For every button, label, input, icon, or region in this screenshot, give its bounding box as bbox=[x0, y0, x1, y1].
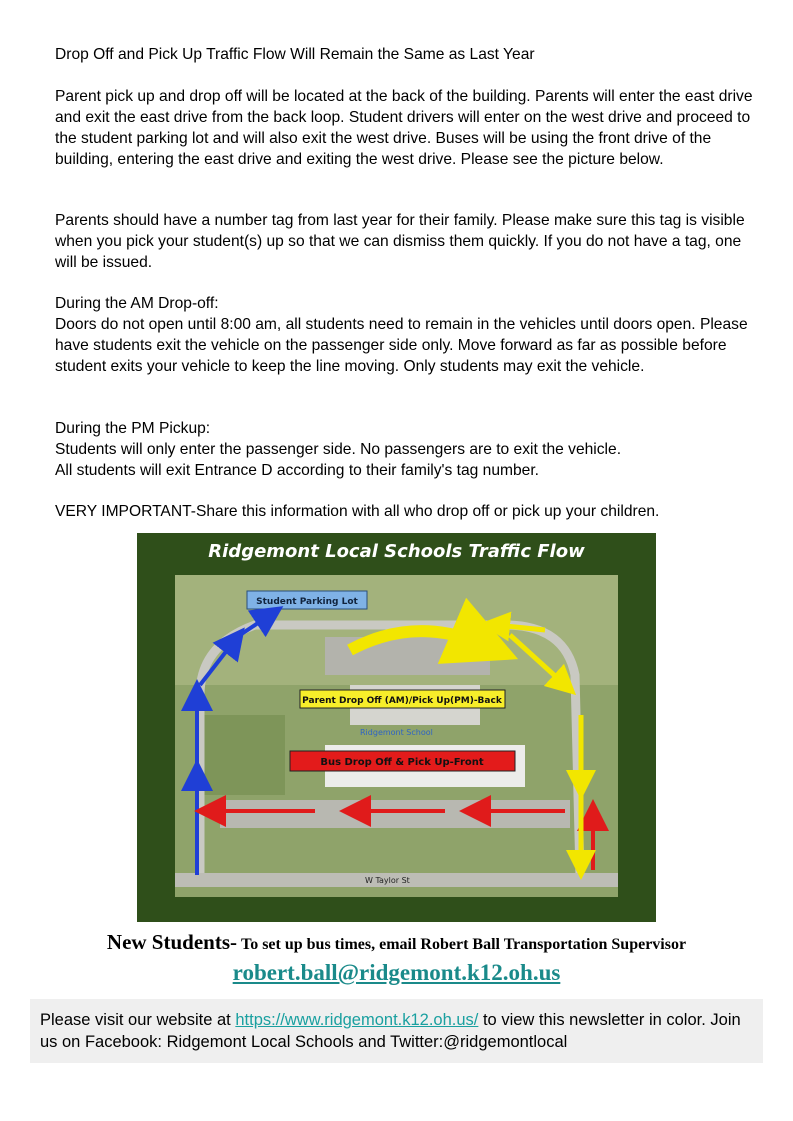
bus-label: Bus Drop Off & Pick Up-Front bbox=[320, 757, 484, 768]
intro-heading: Drop Off and Pick Up Traffic Flow Will Remain the Same as Last Year bbox=[55, 46, 535, 63]
am-text: Doors do not open until 8:00 am, all students need to remain in the vehicles until doors open. Please have students exit the vehicle on the passenger side only. Move forward as far as possible before student exits your vehicle to keep the line moving. Only students may exit the vehicle. bbox=[55, 316, 748, 375]
new-students-text: To set up bus times, email Robert Ball Transportation Supervisor bbox=[241, 936, 687, 953]
new-students-lead: New Students- bbox=[106, 930, 237, 954]
footer-box bbox=[30, 999, 763, 1063]
important-note: VERY IMPORTANT-Share this information with all who drop off or pick up your children. bbox=[55, 503, 660, 520]
pm-line-1: Students will only enter the passenger side. No passengers are to exit the vehicle. bbox=[55, 441, 622, 458]
street-label: W Taylor St bbox=[365, 876, 410, 885]
footer-post: to view this newsletter in color. Join us on Facebook: Ridgemont Local Schools and Twitter:@ridgemontlocal bbox=[40, 1011, 741, 1051]
pm-heading: During the PM Pickup: bbox=[55, 420, 211, 437]
traffic-flow-map bbox=[137, 533, 656, 922]
aerial-map bbox=[175, 575, 618, 897]
tag-paragraph: Parents should have a number tag from last year for their family. Please make sure this tag is visible when you pick your student(s) up so that we can dismiss them quickly. If you do not have a tag, one will be issued. bbox=[55, 212, 745, 271]
am-heading: During the AM Drop-off: bbox=[55, 295, 219, 312]
pm-line-2: All students will exit Entrance D according to their family's tag number. bbox=[55, 462, 539, 479]
footer-text bbox=[40, 1009, 755, 1053]
new-students-line bbox=[0, 930, 793, 955]
map-title: Ridgemont Local Schools Traffic Flow bbox=[208, 541, 585, 562]
parking-label: Student Parking Lot bbox=[256, 597, 358, 607]
contact-email-link[interactable]: robert.ball@ridgemont.k12.oh.us bbox=[232, 960, 561, 985]
website-link[interactable]: https://www.ridgemont.k12.oh.us/ bbox=[235, 1011, 479, 1029]
school-label: Ridgemont School bbox=[360, 728, 433, 737]
parent-label: Parent Drop Off (AM)/Pick Up(PM)-Back bbox=[302, 696, 502, 706]
intro-paragraph: Parent pick up and drop off will be located at the back of the building. Parents will enter the east drive and exit the east drive from the back loop. Student drivers will enter on the west drive and proceed to the student parking lot and will also exit the west drive. Buses will be using the front drive of the building, entering the east drive and exiting the west drive. Please see the picture below. bbox=[55, 88, 753, 168]
footer-pre: Please visit our website at bbox=[40, 1011, 236, 1029]
front-lot bbox=[220, 800, 570, 828]
